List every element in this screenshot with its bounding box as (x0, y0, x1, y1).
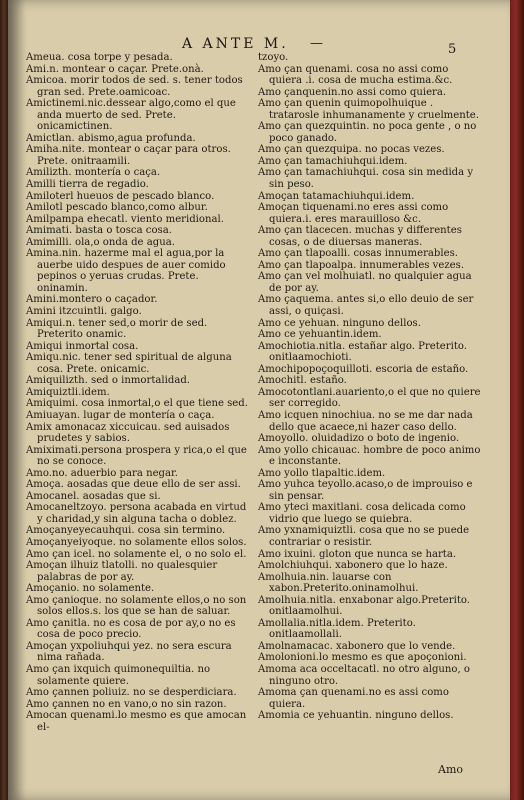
dictionary-entry: Amiquimi. cosa inmortal,o el que tiene sed. (26, 398, 248, 410)
dictionary-entry: Amo çan tlapoalli. cosas innumerables. (258, 248, 458, 260)
dictionary-entry: Amo çaquema. antes si,o ello deuio de ser assi, o quiçasi. (258, 294, 474, 318)
dictionary-entry: tzoyo. (258, 52, 289, 63)
dictionary-entry: Amocotontlani.auariento,o el que no quiere ser corregido. (258, 386, 481, 410)
dictionary-entry: Amo ixuini. gloton que nunca se harta. (258, 548, 457, 560)
dictionary-entry: Amoçan ilhuiz tlatolli. no qualesquier palabras de por ay. (26, 560, 218, 583)
dictionary-entry: Amo yollo chicauac. hombre de poco animo e inconstante. (258, 444, 481, 468)
dictionary-entry: Amilpampa ehecatl. viento meridional. (26, 213, 224, 225)
dictionary-entry: Amo çanioque. no solamente ellos,o no son solos ellos.s. los que se han de saluar. (26, 594, 247, 618)
gutter-shadow (8, 0, 26, 800)
dictionary-entry: Amoçanyeyecauhqui. cosa sin termino. (26, 525, 226, 537)
dictionary-entry: Amix amonacaz xiccuicau. sed auisados prudetes y sabios. (26, 421, 230, 445)
dictionary-entry: Amo çan tamachiuhqui.idem. (258, 155, 408, 167)
dictionary-entry: Amo yxnamiquiztli. cosa que no se puede contrariar o resistir. (258, 525, 470, 548)
dictionary-entry: Ameua. cosa torpe y pesada. (26, 52, 173, 63)
dictionary-entry: Amo icquen ninochiua. no se me dar nada dello que acaece,ni hazer caso dello. (258, 409, 473, 433)
folio-number: 5 (448, 42, 457, 57)
dictionary-entry: Amochiotia.nitla. estañar algo. Preterito. onitlaamochioti. (258, 340, 467, 364)
dictionary-entry: Amiquiztli.idem. (26, 386, 110, 398)
dictionary-entry: Amoçanyeiyoque. no solamente ellos solos. (26, 536, 247, 548)
dictionary-entry: Amiqui.n. tener sed,o morir de sed. Preterito onamic. (26, 317, 208, 341)
dictionary-entry: Amictlan. abismo,agua profunda. (26, 132, 196, 144)
dictionary-entry: Amictinemi.nic.dessear algo,como el que anda muerto de sed. Prete. onicamictinen. (26, 98, 236, 133)
dictionary-entry: Amo ce yehuantin.idem. (258, 329, 382, 341)
dictionary-entry: Amo çan quezquintin. no poca gente , o no poco ganado. (258, 121, 477, 144)
dictionary-entry: Amiqu.nic. tener sed spiritual de alguna cosa. Prete. onicamic. (26, 352, 232, 375)
dictionary-entry: Amochipopoçoquilloti. escoria de estaño. (258, 363, 469, 375)
dictionary-entry: Amoma çan quenami.no es assi como quiera. (258, 687, 449, 710)
dictionary-entry: Amo çan tlapoalpa. innumerables vezes. (258, 259, 465, 271)
dictionary-entry: Amo yteci maxitlani. cosa delicada como vidrio que luego se quiebra. (258, 502, 466, 525)
dictionary-entry: Amo çan quenami. cosa no assi como quiera .i. cosa de mucha estima.&c. (258, 63, 453, 87)
dictionary-entry: Amollalia.nitla.idem. Preterito. onitlaamollali. (258, 617, 416, 641)
dictionary-entry: Amochitl. estaño. (258, 375, 347, 387)
dictionary-entry: Amo çannen poliuiz. no se desperdiciara. (26, 687, 237, 699)
dictionary-entry: Amolnamacac. xabonero que lo vende. (258, 640, 456, 652)
dictionary-entry: Amimilli. ola,o onda de agua. (26, 236, 175, 248)
dictionary-entry: Amocaneltzoyo. persona acabada en virtud y charidad,y sin alguna tacha o doblez. (26, 502, 247, 525)
dictionary-entry: Amoçan tatamachiuhqui.idem. (258, 190, 415, 202)
dictionary-entry: Amiloterl hueuos de pescado blanco. (26, 190, 215, 202)
left-column (26, 52, 252, 733)
dictionary-entry: Amoyollo. oluidadizo o boto de ingenio. (258, 433, 460, 445)
dictionary-entry: Amo çan tamachiuhqui. cosa sin medida y sin peso. (258, 167, 474, 191)
dictionary-entry: Amilizth. montería o caça. (26, 167, 161, 179)
dictionary-entry: Amolonioni.lo mesmo es que apoçonioni. (258, 652, 467, 664)
dictionary-entry: Amo ce yehuan. ninguno dellos. (258, 317, 421, 329)
dictionary-entry: Amocan quenami.lo mesmo es que amocan el- (26, 710, 247, 733)
dictionary-entry: Amiximati.persona prospera y rica,o el que no se conoce. (26, 444, 247, 468)
dictionary-entry: Amo çan tlacecen. muchas y differentes cosas, o de diuersas maneras. (258, 225, 462, 248)
dictionary-entry: Amiuayan. lugar de montería o caça. (26, 409, 215, 421)
dictionary-entry: Amiquilizth. sed o inmortalidad. (26, 375, 191, 387)
dictionary-entry: Amo çan quenin quimopolhuique . tratarosle inhumanamente y cruelmente. (258, 98, 479, 121)
red-page-edge (510, 0, 524, 800)
dictionary-entry: Amoçan tiquenami.no eres assi como quiera.i. eres marauilloso &c. (258, 202, 449, 225)
dictionary-entry: Amo çan vel molhuiatl. no qualquier agua de por ay. (258, 271, 472, 294)
dictionary-entry: Amo çannen no en vano,o no sin razon. (26, 698, 227, 710)
dictionary-entry: Amimati. basta o tosca cosa. (26, 225, 172, 237)
dictionary-entry: Amo.no. aduerbio para negar. (26, 467, 178, 479)
dictionary-entry: Amoçanio. no solamente. (26, 583, 155, 595)
dictionary-entry: Ami.n. montear o caçar. Prete.onà. (26, 63, 204, 75)
dictionary-entry: Amoçan yxpoliuhqui yez. no sera escura nima rañada. (26, 640, 232, 664)
dictionary-entry: Amo yuhca teyollo.acaso,o de improuiso e sin pensar. (258, 479, 473, 502)
dictionary-page (8, 0, 510, 800)
dictionary-entry: Amilli tierra de regadio. (26, 179, 149, 191)
dictionary-entry: Amo çan quezquipa. no pocas vezes. (258, 144, 445, 156)
dictionary-entry: Amomia ce yehuantin. ninguno dellos. (258, 710, 454, 722)
dictionary-entry: Amoça. aosadas que deue ello de ser assi. (26, 479, 241, 491)
dictionary-entry: Amo çanitla. no es cosa de por ay,o no es cosa de poco precio. (26, 617, 236, 641)
dictionary-entry: Amo yollo tlapaltic.idem. (258, 467, 386, 479)
dictionary-entry: Amocanel. aosadas que si. (26, 490, 161, 502)
dictionary-entry: Amini itzcuintli. galgo. (26, 306, 142, 318)
dictionary-entry: Amini.montero o caçador. (26, 294, 158, 306)
dictionary-entry: Amo çan icel. no solamente el, o no solo el. (26, 548, 247, 560)
dictionary-entry: Amiqui inmortal cosa. (26, 340, 139, 352)
catchword: Amo (438, 763, 463, 776)
page-title: A ANTE M. (182, 36, 289, 52)
dictionary-entry: Amiha.nite. montear o caçar para otros. Prete. onitraamili. (26, 144, 231, 167)
dictionary-entry: Amicoa. morir todos de sed. s. tener todos gran sed. Prete.oamicoac. (26, 75, 243, 98)
dictionary-entry: Amolhuia.nin. lauarse con xabon.Preterito.oninamolhui. (258, 571, 419, 595)
dictionary-entry: Amolchiuhqui. xabonero que lo haze. (258, 560, 448, 572)
dictionary-entry: Amo çan ixquich quimonequiltia. no solamente quiere. (26, 663, 211, 687)
dictionary-entry: Amo çanquenin.no assi como quiera. (258, 86, 447, 98)
dictionary-entry: Amoma aca occeltacatl. no otro alguno, o ninguno otro. (258, 663, 470, 687)
dictionary-entry: Amolhuia.nitla. enxabonar algo.Preterito. onitlaamolhui. (258, 594, 470, 618)
dictionary-entry: Amina.nin. hazerme mal el agua,por la auerbe uido despues de auer comido pepinos o yeruas crudas. Prete. oninamin. (26, 248, 226, 294)
right-column (258, 52, 484, 722)
dictionary-entry: Amilotl pescado blanco,como albur. (26, 202, 208, 214)
header-ornament: — (310, 36, 323, 51)
